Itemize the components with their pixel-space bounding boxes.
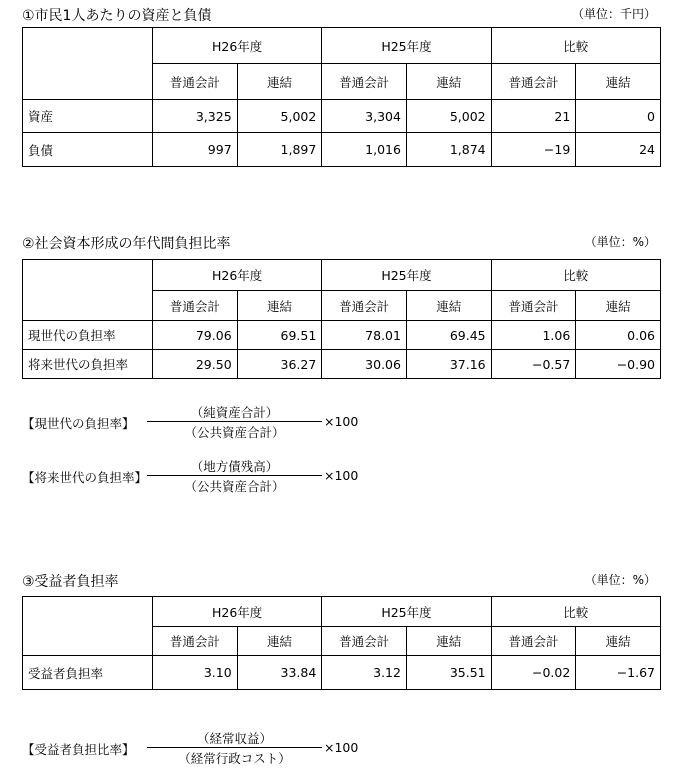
unit-label: （単位：千円）: [571, 7, 656, 21]
row-label: 資産: [23, 100, 153, 133]
burden-ratio-table: [22, 259, 661, 379]
subheader: 連結: [406, 627, 491, 656]
cell: 5,002: [237, 100, 322, 133]
cell: 1.06: [491, 321, 576, 350]
formula-label: 【受益者負担比率】: [22, 742, 135, 757]
assets-liabilities-table: [22, 27, 661, 167]
unit-label: （単位：%）: [584, 235, 656, 249]
formula-numerator: （経常収益）: [196, 731, 272, 746]
section-beneficiary-burden: [22, 571, 662, 690]
unit-label: （単位：%）: [584, 573, 656, 587]
subheader: 連結: [576, 627, 661, 656]
cell: 78.01: [322, 321, 407, 350]
table-row: [23, 100, 661, 133]
subheader: 連結: [406, 64, 491, 100]
subheader: 普通会計: [491, 627, 576, 656]
formula-denominator: （公共資産合計）: [184, 425, 285, 440]
formula-future-generation: [22, 457, 422, 497]
header-h26: H26年度: [153, 597, 322, 627]
header-h25: H25年度: [322, 597, 491, 627]
header-diff: 比較: [491, 597, 660, 627]
subheader: 連結: [406, 291, 491, 321]
cell: 0: [576, 100, 661, 133]
cell: 69.45: [406, 321, 491, 350]
row-label: 受益者負担率: [23, 656, 153, 690]
cell: 29.50: [153, 350, 238, 379]
formula-multiplier: ×100: [324, 740, 359, 755]
formula-denominator: （経常行政コスト）: [178, 751, 291, 766]
subheader: 普通会計: [153, 291, 238, 321]
formula-multiplier: ×100: [324, 414, 359, 429]
formula-beneficiary-burden: [22, 729, 422, 769]
cell: 1,016: [322, 133, 407, 167]
section-title: ②社会資本形成の年代間負担比率: [22, 236, 231, 252]
cell: 3,304: [322, 100, 407, 133]
cell: 21: [491, 100, 576, 133]
corner-cell: [23, 28, 153, 100]
section-header: [22, 571, 662, 591]
formula-multiplier: ×100: [324, 468, 359, 483]
section-title: ③受益者負担率: [22, 574, 119, 590]
cell: 997: [153, 133, 238, 167]
cell: 79.06: [153, 321, 238, 350]
formula-current-generation: [22, 403, 422, 443]
fraction-bar: [147, 475, 322, 476]
header-diff: 比較: [491, 260, 660, 291]
cell: 69.51: [237, 321, 322, 350]
cell: 37.16: [406, 350, 491, 379]
cell: 30.06: [322, 350, 407, 379]
cell: 36.27: [237, 350, 322, 379]
formula-denominator: （公共資産合計）: [184, 479, 285, 494]
table-row: [23, 133, 661, 167]
subheader: 普通会計: [322, 627, 407, 656]
fraction-bar: [147, 421, 322, 422]
section-assets-liabilities: [22, 5, 662, 167]
fraction-bar: [147, 747, 322, 748]
subheader: 普通会計: [153, 627, 238, 656]
header-h25: H25年度: [322, 260, 491, 291]
subheader: 普通会計: [491, 291, 576, 321]
cell: 0.06: [576, 321, 661, 350]
cell: 3.10: [153, 656, 238, 690]
subheader: 普通会計: [153, 64, 238, 100]
cell: −1.67: [576, 656, 661, 690]
subheader: 普通会計: [322, 291, 407, 321]
cell: −0.90: [576, 350, 661, 379]
header-h25: H25年度: [322, 28, 491, 64]
subheader: 連結: [576, 64, 661, 100]
header-diff: 比較: [491, 28, 660, 64]
section-burden-ratio: [22, 233, 662, 379]
cell: −0.02: [491, 656, 576, 690]
subheader: 普通会計: [322, 64, 407, 100]
corner-cell: [23, 597, 153, 656]
subheader: 連結: [237, 291, 322, 321]
cell: 35.51: [406, 656, 491, 690]
row-label: 将来世代の負担率: [23, 350, 153, 379]
header-h26: H26年度: [153, 28, 322, 64]
subheader: 普通会計: [491, 64, 576, 100]
formula-label: 【将来世代の負担率】: [22, 470, 148, 485]
row-label: 現世代の負担率: [23, 321, 153, 350]
cell: 33.84: [237, 656, 322, 690]
cell: −19: [491, 133, 576, 167]
cell: −0.57: [491, 350, 576, 379]
subheader: 連結: [237, 627, 322, 656]
subheader: 連結: [576, 291, 661, 321]
subheader: 連結: [237, 64, 322, 100]
cell: 1,874: [406, 133, 491, 167]
section-header: [22, 5, 662, 25]
corner-cell: [23, 260, 153, 321]
row-label: 負債: [23, 133, 153, 167]
beneficiary-burden-table: [22, 596, 661, 690]
table-row: [23, 656, 661, 690]
formula-numerator: （地方債残高）: [190, 459, 279, 474]
cell: 24: [576, 133, 661, 167]
cell: 5,002: [406, 100, 491, 133]
formula-label: 【現世代の負担率】: [22, 416, 135, 431]
table-row: [23, 321, 661, 350]
formula-numerator: （純資産合計）: [190, 405, 279, 420]
table-row: [23, 350, 661, 379]
cell: 1,897: [237, 133, 322, 167]
section-title: ①市民1人あたりの資産と負債: [22, 8, 212, 24]
cell: 3,325: [153, 100, 238, 133]
cell: 3.12: [322, 656, 407, 690]
section-header: [22, 233, 662, 253]
header-h26: H26年度: [153, 260, 322, 291]
